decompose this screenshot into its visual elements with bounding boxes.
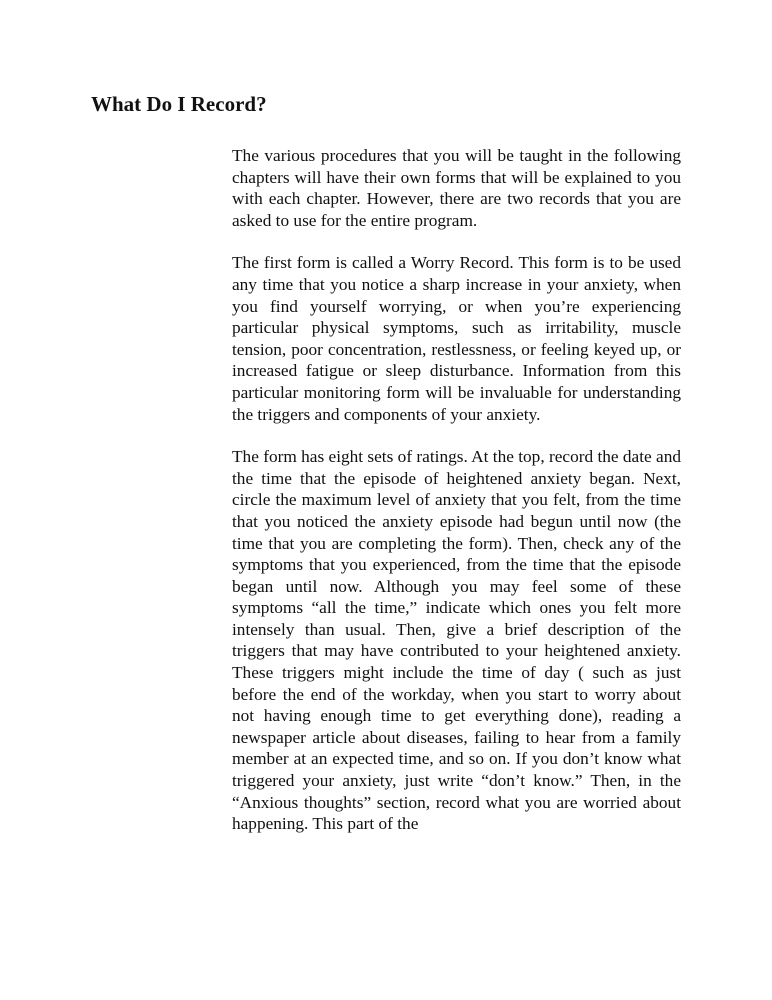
- paragraph-worry-record: The first form is called a Worry Record. This form is to be used any time that you notice a sharp increase in your anxiety, when you find yourself worrying, or when you’re experiencing particular physical symptoms, such as irritability, muscle tension, poor concentration, restlessness, or feeling keyed up, or increased fatigue or sleep disturbance. Information from this particular monitoring form will be invaluable for understanding the triggers and components of your anxiety.: [232, 253, 681, 424]
- body-text-column: [232, 145, 681, 856]
- section-heading: What Do I Record?: [91, 92, 267, 116]
- paragraph-procedures-intro: The various procedures that you will be taught in the following chapters will have their own forms that will be explained to you with each chapter. However, there are two records that you are asked to use for the entire program.: [232, 146, 681, 230]
- paragraph-form-ratings: The form has eight sets of ratings. At the top, record the date and the time that the episode of heightened anxiety began. Next, circle the maximum level of anxiety that you felt, from the time that you noticed the anxiety episode had begun until now (the time that you are completing the form). Then, check any of the symptoms that you experienced, from the time that the episode began until now. Although you may feel some of these symptoms “all the time,” indicate which ones you felt more intensely than usual. Then, give a brief description of the triggers that may have contributed to your heightened anxiety. These triggers might include the time of day ( such as just before the end of the workday, when you start to worry about not having enough time to get everything done), reading a newspaper article about diseases, failing to hear from a family member at an expected time, and so on. If you don’t know what triggered your anxiety, just write “don’t know.” Then, in the “Anxious thoughts” section, record what you are worried about happening. This part of the: [232, 447, 681, 834]
